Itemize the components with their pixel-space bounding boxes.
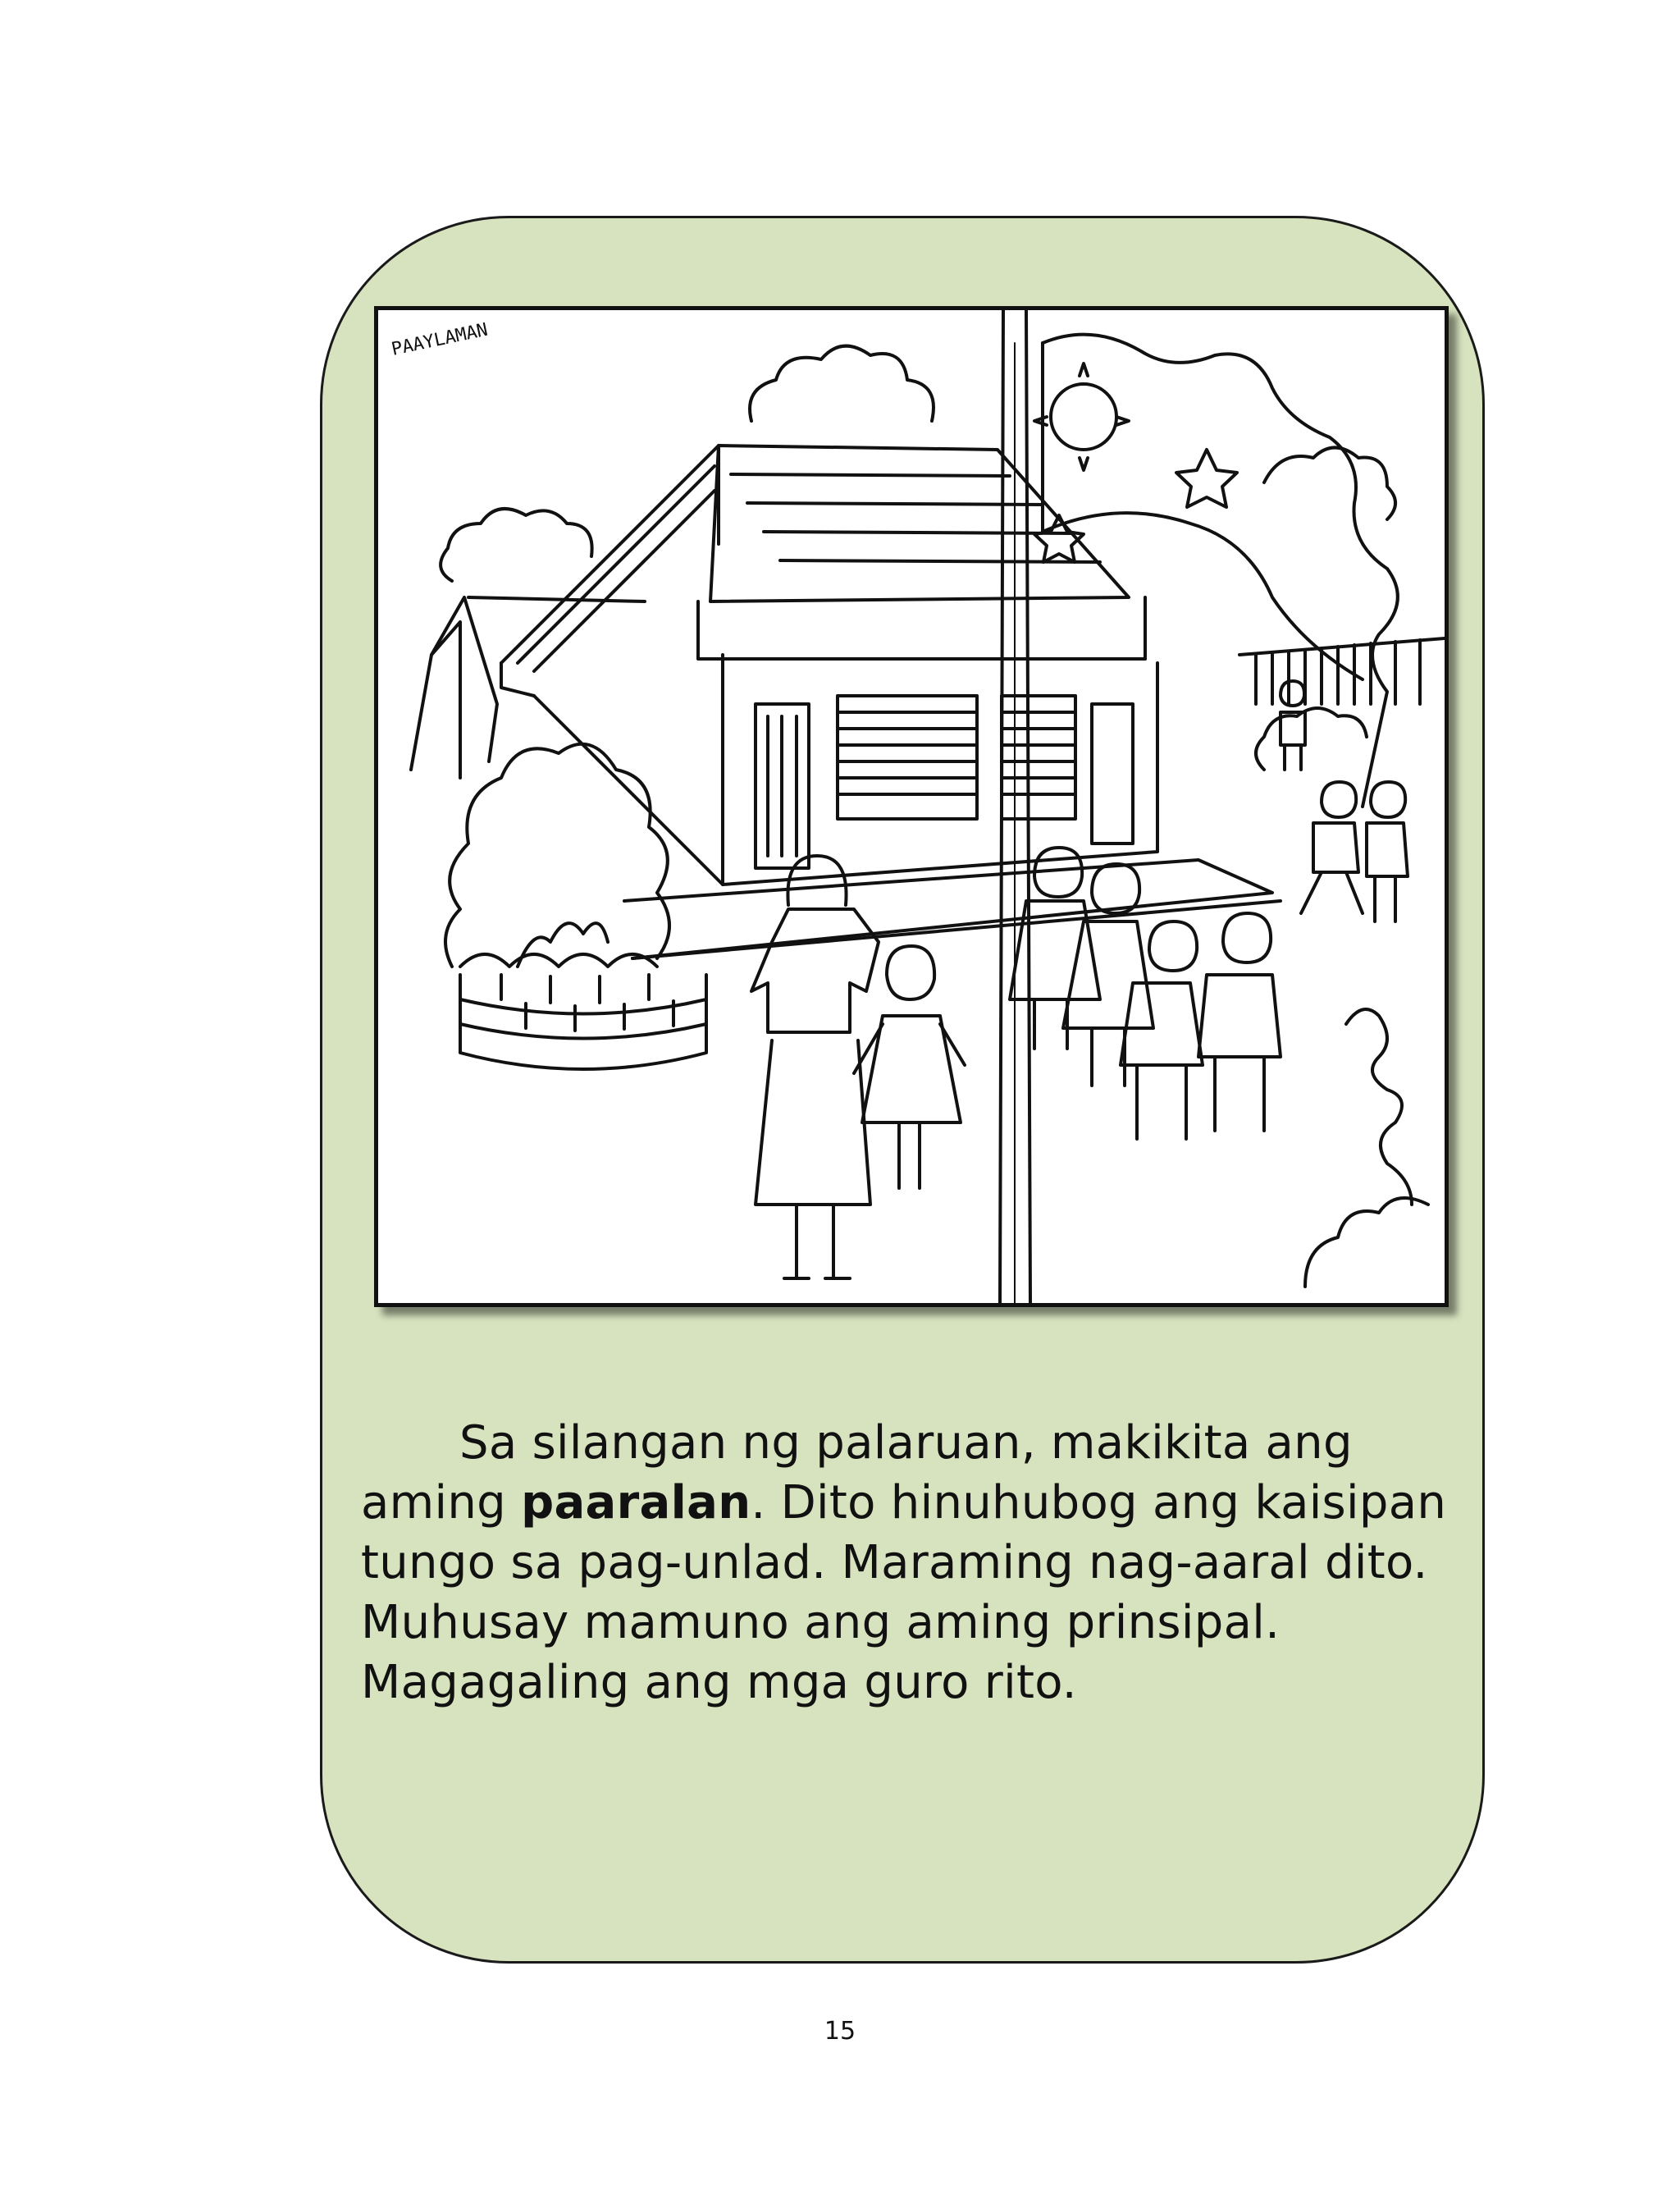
students-group-icon	[1010, 681, 1408, 1139]
passage-body: . Dito hinuhubog ang kaisipan tungo sa pag-unlad. Maraming nag-aaral dito. Muhusay mamuno ang aming prinsipal. Magagaling ang mga guro rito.	[361, 1476, 1447, 1709]
passage-intro: Sa silangan ng palaruan, makikita ang aming	[361, 1416, 1353, 1529]
cloud-icon	[441, 346, 1395, 581]
ground-details	[1256, 708, 1428, 1287]
artist-signature: PAAYLAMAN	[390, 319, 490, 360]
school-illustration	[374, 306, 1449, 1307]
school-building-icon	[501, 446, 1281, 958]
fence	[1239, 638, 1445, 704]
shrub-planter-icon	[445, 744, 706, 1069]
story-passage	[361, 1413, 1464, 1712]
page-number: 15	[824, 2017, 856, 2046]
flag-icon	[1034, 335, 1398, 807]
vocabulary-word: paaralan	[521, 1476, 751, 1529]
girl-figure-icon	[854, 946, 965, 1188]
teacher-figure-icon	[751, 856, 879, 1278]
